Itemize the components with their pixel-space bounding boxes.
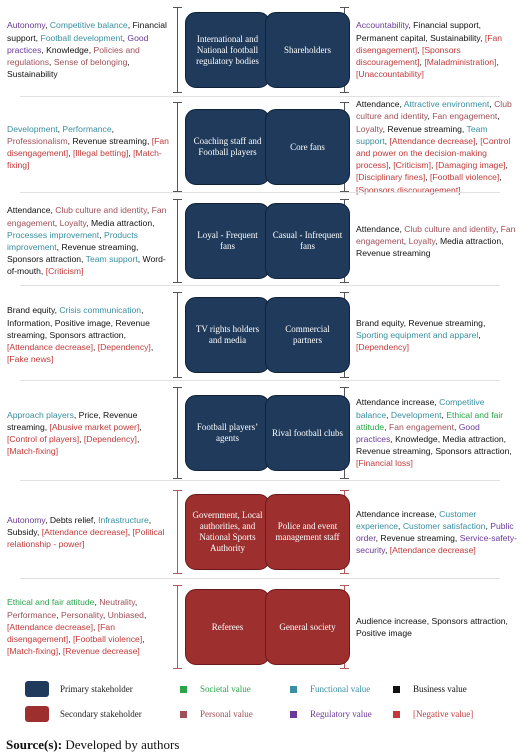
value-term: Sponsors attraction — [49, 329, 124, 340]
secondary-label: Secondary stakeholder — [60, 709, 142, 719]
value-term: Sponsors attraction — [431, 615, 506, 626]
left-values: Approach players, Price, Revenue streaming, [Abusive market power], [Control of players], [Dependency], [Match-fixing] — [7, 409, 142, 457]
stakeholder-box-right: General society — [265, 589, 350, 665]
value-term: Unbiased — [107, 609, 144, 620]
left-bracket — [173, 102, 182, 192]
value-term: Attendance — [356, 223, 400, 234]
value-term: Sustainability — [7, 69, 58, 80]
value-term: Loyalty — [408, 235, 436, 246]
value-term: Revenue streaming — [356, 446, 431, 457]
value-term: [Dependency] — [97, 342, 151, 353]
value-term: Performance — [7, 609, 57, 620]
value-term: Autonomy — [7, 514, 46, 525]
value-term: Fan engagement — [432, 111, 498, 122]
value-term: Permanent capital — [356, 32, 426, 43]
value-term: Accountability — [356, 20, 409, 31]
value-term: Public order — [356, 520, 514, 543]
right-values: Attendance increase, Competitive balance, Development, Ethical and fair attitude, Fan engagement, Good practices, Knowledge, Media attraction, Revenue streaming, Sponsors attraction, [Financial loss] — [356, 397, 512, 469]
value-term: Sponsors attraction — [435, 446, 510, 457]
value-term: Performance — [62, 123, 112, 134]
stakeholder-box-right: Rival football clubs — [265, 395, 350, 471]
value-term: [Fan disengagement] — [7, 621, 115, 645]
secondary-swatch — [25, 706, 49, 722]
value-term: [Control and power on the decision-making process] — [356, 135, 511, 171]
value-term: [Fan disengagement] — [356, 32, 503, 55]
left-bracket — [173, 585, 182, 669]
value-term: Personality — [60, 609, 103, 620]
value-term: Customer experience — [356, 508, 477, 531]
left-values: Ethical and fair attitude, Neutrality, Performance, Personality, Unbiased, [Attendance decrease], [Fan disengagement], [Football violence], [Match-fixing], [Revenue decrease] — [7, 597, 147, 657]
row-separator — [20, 480, 500, 481]
value-term: [Unaccountability] — [356, 69, 424, 80]
value-term: Subsidy — [7, 526, 37, 537]
value-term: Positive image — [356, 628, 412, 638]
value-term: Processes improvement — [7, 229, 100, 240]
value-term: Ethical and fair attitude — [356, 409, 504, 432]
value-term: Development — [7, 123, 58, 134]
value-term: Revenue streaming — [356, 248, 431, 259]
value-term: Club culture and identity — [404, 223, 496, 234]
stakeholder-box-right: Shareholders — [265, 12, 350, 88]
personal-label: Personal value — [200, 709, 253, 719]
primary-label: Primary stakeholder — [60, 684, 133, 694]
value-term: Good practices — [356, 421, 480, 444]
value-term: Revenue streaming — [72, 135, 147, 146]
value-term: Sporting equipment and apparel — [356, 329, 479, 340]
right-values: Attendance, Attractive environment, Club culture and identity, Fan engagement, Loyalty, Revenue streaming, Team support, [Attendance decrease], [Control and power on the decision-making process], [Criticism], [Damaging image], [Disciplinary fines], [Football violence], [Sponsors discouragement] — [356, 99, 512, 195]
left-values: Attendance, Club culture and identity, Fan engagement, Loyalty, Media attraction, Processes improvement, Products improvement, Revenue streaming, Sponsors attraction, Team support, Word-of-mouth, [Criticism] — [7, 205, 167, 277]
right-values: Accountability, Financial support, Permanent capital, Sustainability, [Fan disengagement], [Sponsors discouragement], [Maladministration], [Unaccountability] — [356, 20, 503, 80]
left-bracket — [173, 387, 182, 479]
personal-swatch — [180, 711, 187, 718]
regulatory-label: Regulatory value — [310, 709, 372, 719]
source-label: Source(s): — [6, 737, 63, 752]
value-term: Loyalty — [59, 217, 87, 228]
business-label: Business value — [413, 684, 467, 694]
value-term: Club culture and identity — [356, 99, 512, 122]
value-term: Attendance — [356, 99, 400, 110]
value-term: Sponsors attraction — [7, 254, 82, 265]
value-term: Team support — [356, 123, 488, 146]
value-term: Revenue streaming — [61, 242, 136, 252]
left-values: Autonomy, Competitive balance, Financial support, Football development, Good practices, Knowledge, Policies and regulations, Sense of belonging, Sustainability — [7, 20, 167, 80]
value-term: Media attraction — [439, 235, 502, 246]
value-term: Team support — [85, 254, 138, 265]
value-term: Fan engagement — [356, 223, 516, 246]
value-term: Crisis communication — [59, 305, 142, 316]
right-values: Brand equity, Revenue streaming, Sporting equipment and apparel, [Dependency] — [356, 317, 486, 353]
value-term: Loyalty — [356, 123, 383, 134]
stakeholder-box-left: Referees — [185, 589, 270, 665]
value-term: Revenue streaming — [408, 317, 483, 328]
value-term: Good practices — [7, 32, 149, 55]
row-separator — [20, 96, 500, 97]
value-term: Audience increase — [356, 615, 427, 626]
value-term: [Match-fixing] — [7, 446, 59, 457]
value-term: Financial support — [413, 20, 479, 31]
stakeholder-row — [0, 385, 520, 481]
right-values: Attendance, Club culture and identity, Fan engagement, Loyalty, Media attraction, Revenue streaming — [356, 223, 516, 259]
row-separator — [20, 285, 500, 286]
stakeholder-row — [0, 290, 520, 380]
business-swatch — [393, 686, 400, 693]
value-term: [Criticism] — [45, 266, 84, 277]
value-term: Neutrality — [99, 597, 135, 608]
value-term: Professionalism — [7, 135, 68, 146]
negative-swatch — [393, 711, 400, 718]
functional-label: Functional value — [310, 684, 371, 694]
value-term: Positive image — [54, 317, 111, 328]
value-term: Competitive balance — [49, 20, 128, 31]
value-term: Revenue streaming — [7, 317, 150, 340]
regulatory-swatch — [290, 711, 297, 718]
societal-label: Societal value — [200, 684, 251, 694]
source-note — [6, 737, 179, 753]
right-values: Audience increase, Sponsors attraction, Positive image — [356, 615, 508, 638]
value-term: Fan engagement — [388, 421, 454, 432]
stakeholder-box-left: International and National football regulatory bodies — [185, 12, 270, 88]
value-term: [Revenue decrease] — [62, 646, 140, 657]
value-term: Knowledge — [395, 434, 438, 444]
right-values: Attendance increase, Customer experience, Customer satisfaction, Public order, Revenue streaming, Service-safety-security, [Attendance decrease] — [356, 508, 517, 556]
value-term: Word-of-mouth — [7, 254, 166, 277]
value-term: [Dependency] — [356, 342, 410, 353]
value-term: Revenue streaming — [7, 409, 138, 432]
value-term: Development — [390, 409, 442, 420]
value-term: Competitive balance — [356, 397, 485, 420]
value-term: Revenue streaming — [387, 123, 462, 134]
value-term: [Abusive market power] — [49, 421, 140, 432]
value-term: [Attendance decrease] — [389, 545, 476, 556]
stakeholder-row — [0, 100, 520, 194]
stakeholder-box-left: TV rights holders and media — [185, 297, 270, 373]
value-term: Sustainability — [430, 32, 481, 43]
value-term: [Attendance decrease] — [389, 135, 476, 146]
stakeholder-box-right: Commercial partners — [265, 297, 350, 373]
value-term: Financial support — [7, 20, 167, 43]
value-term: [Illegal betting] — [72, 148, 129, 158]
left-values: Development, Performance, Professionalism, Revenue streaming, [Fan disengagement], [Illegal betting], [Match-fixing] — [7, 123, 169, 171]
stakeholder-box-right: Core fans — [265, 109, 350, 185]
value-term: Club culture and identity — [55, 205, 147, 216]
value-term: Revenue streaming — [380, 533, 455, 543]
left-bracket — [173, 7, 182, 93]
row-separator — [20, 192, 500, 193]
value-term: [Disciplinary fines] — [356, 172, 426, 183]
value-term: Price — [78, 409, 99, 420]
row-separator — [20, 380, 500, 381]
value-term: Products improvement — [7, 229, 138, 252]
value-term: Brand equity — [356, 317, 404, 328]
value-term: Football development — [40, 32, 123, 43]
value-term: [Attendance decrease] — [7, 621, 93, 632]
value-term: Infrastructure — [98, 514, 149, 525]
stakeholder-box-right: Police and event management staff — [265, 494, 350, 570]
value-term: Sense of belonging — [53, 57, 128, 68]
value-term: [Control of players] — [7, 434, 80, 444]
value-term: Attractive environment — [403, 99, 490, 110]
value-term: Autonomy — [7, 20, 46, 31]
left-bracket — [173, 199, 182, 283]
left-values: Autonomy, Debts relief, Infrastructure, Subsidy, [Attendance decrease], [Political relationship - power] — [7, 514, 165, 550]
societal-swatch — [180, 686, 187, 693]
value-term: Approach players — [7, 409, 74, 420]
value-term: [Sponsors discouragement] — [356, 44, 461, 68]
value-term: Attendance — [7, 205, 51, 216]
value-term: Debts relief — [49, 514, 94, 525]
value-term: Brand equity — [7, 305, 55, 316]
value-term: [Football violence] — [430, 172, 500, 183]
value-term: [Fan disengagement] — [7, 135, 169, 158]
stakeholder-row — [0, 583, 520, 671]
value-term: [Sponsors discouragement] — [356, 184, 461, 195]
value-term: [Financial loss] — [356, 458, 413, 469]
legend — [0, 676, 520, 722]
left-bracket — [173, 490, 182, 574]
functional-swatch — [290, 686, 297, 693]
value-term: [Football violence] — [72, 634, 143, 645]
left-values: Brand equity, Crisis communication, Information, Positive image, Revenue streaming, Sponsors attraction, [Attendance decrease], [Dependency], [Fake news] — [7, 305, 154, 365]
stakeholder-box-left: Coaching staff and Football players — [185, 109, 270, 185]
row-separator — [20, 578, 500, 579]
value-term: Customer satisfaction — [402, 520, 486, 531]
value-term: [Damaging image] — [435, 160, 506, 171]
value-term: Media attraction — [442, 434, 504, 444]
value-term: Attendance increase — [356, 508, 435, 519]
left-bracket — [173, 292, 182, 378]
value-term: Service-safety-security — [356, 533, 517, 556]
value-term: [Criticism] — [393, 160, 431, 171]
primary-swatch — [25, 681, 49, 697]
value-term: Information — [7, 317, 50, 328]
value-term: Attendance increase — [356, 397, 435, 408]
stakeholder-box-left: Loyal - Frequent fans — [185, 203, 270, 279]
stakeholder-row — [0, 488, 520, 576]
value-term: [Match-fixing] — [7, 646, 59, 657]
stakeholder-box-right: Casual - Infrequent fans — [265, 203, 350, 279]
negative-label: [Negative value] — [413, 709, 474, 719]
value-term: Policies and regulations — [7, 44, 140, 68]
stakeholder-box-left: Football players’ agents — [185, 395, 270, 471]
stakeholder-box-left: Government, Local authorities, and National Sports Authority — [185, 494, 270, 570]
source-text: Developed by authors — [65, 737, 180, 752]
value-term: Fan engagement — [7, 205, 167, 228]
value-term: [Match-fixing] — [7, 148, 162, 171]
value-term: [Fake news] — [7, 354, 54, 365]
value-term: [Dependency] — [83, 434, 137, 444]
value-term: Media attraction — [90, 217, 153, 228]
value-term: [Maladministration] — [424, 57, 497, 68]
value-term: [Attendance decrease] — [7, 342, 93, 353]
stakeholder-row — [0, 197, 520, 285]
value-term: Ethical and fair attitude — [7, 597, 95, 608]
stakeholder-row — [0, 5, 520, 95]
value-term: [Attendance decrease] — [41, 526, 128, 537]
value-term: Knowledge — [46, 44, 89, 55]
value-term: [Political relationship - power] — [7, 526, 165, 550]
